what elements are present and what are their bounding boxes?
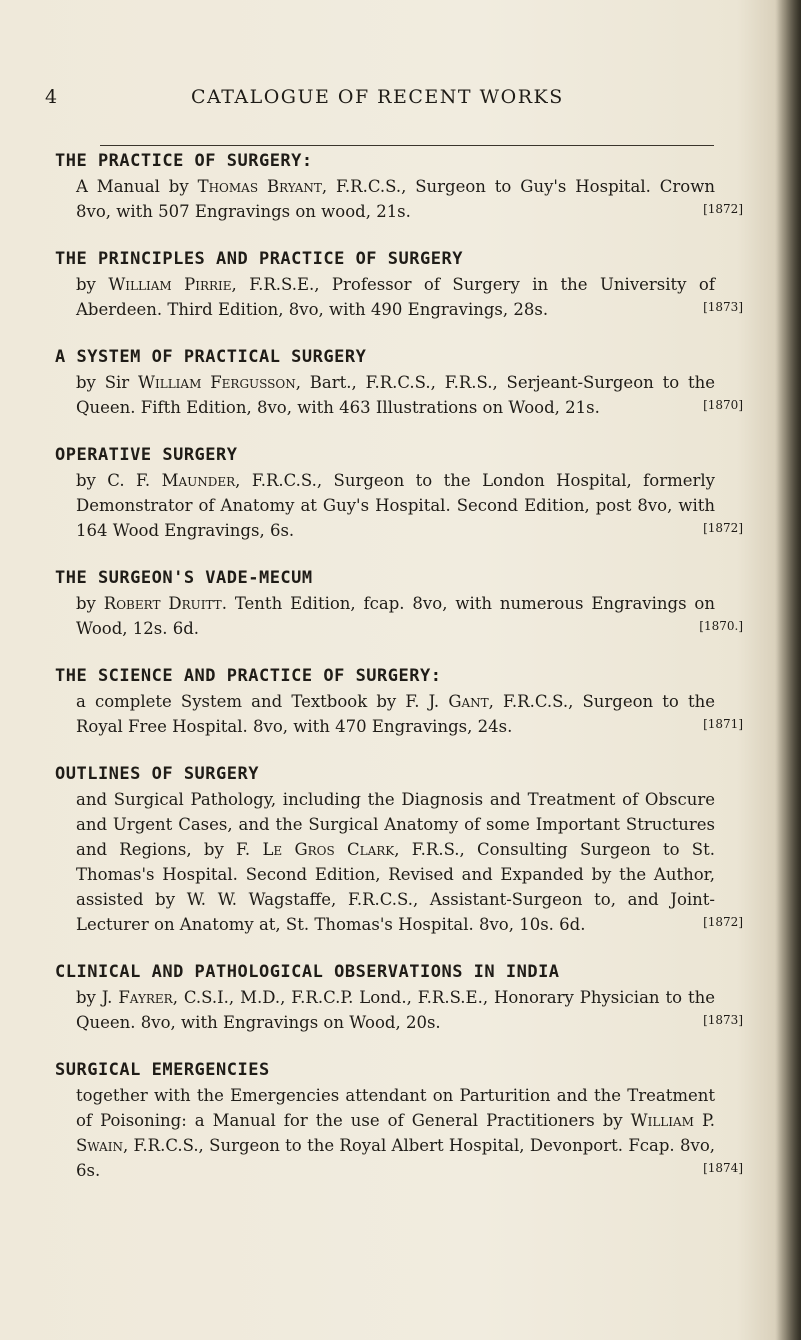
page-edge-shadow <box>775 0 801 1340</box>
entry-author: Gant <box>448 692 489 711</box>
entry-title: OUTLINES OF SURGERY <box>55 764 259 784</box>
page-number: 4 <box>45 86 59 108</box>
catalogue-entry <box>55 663 755 739</box>
entry-date: [1874] <box>703 1161 743 1175</box>
header-rule <box>100 145 714 146</box>
entry-title: SURGICAL EMERGENCIES <box>55 1060 270 1080</box>
running-title: CATALOGUE OF RECENT WORKS <box>191 86 564 108</box>
entry-title: A SYSTEM OF PRACTICAL SURGERY <box>55 347 367 367</box>
entry-description: by Sir William Fergusson, Bart., F.R.C.S., F.R.S., Serjeant-Surgeon to the Queen. Fifth Edition, 8vo, with 463 Illustrations on Wood, 21s. [1870] <box>76 373 743 417</box>
catalogue-entry <box>55 344 755 420</box>
entry-description: together with the Emergencies attendant on Parturition and the Treatment of Poisoning: a Manual for the use of General Practitioners by William P. Swain, F.R.C.S., Surgeon to the Royal Albert Hospital, Devonport. Fcap. 8vo, 6s. [1874] <box>76 1086 743 1180</box>
catalogue-entry <box>55 246 755 322</box>
entry-author: Le Gros Clark <box>262 840 395 859</box>
entry-date: [1873] <box>703 300 743 314</box>
entry-author: Thomas Bryant <box>197 177 322 196</box>
entry-title: CLINICAL AND PATHOLOGICAL OBSERVATIONS IN INDIA <box>55 962 560 982</box>
entry-title: THE SCIENCE AND PRACTICE OF SURGERY: <box>55 666 442 686</box>
entry-author: Fayrer <box>118 988 173 1007</box>
entry-date: [1871] <box>703 717 743 731</box>
entry-date: [1870] <box>703 398 743 412</box>
entry-description: by Robert Druitt. Tenth Edition, fcap. 8vo, with numerous Engravings on Wood, 12s. 6d. [1870.] <box>76 594 743 638</box>
entry-author: William Fergusson <box>138 373 296 392</box>
entry-description: a complete System and Textbook by F. J. Gant, F.R.C.S., Surgeon to the Royal Free Hospital. 8vo, with 470 Engravings, 24s. [1871] <box>76 692 743 736</box>
catalogue-entry <box>55 148 755 224</box>
entry-date: [1872] <box>703 202 743 216</box>
catalogue-entry <box>55 1057 755 1183</box>
entry-title: OPERATIVE SURGERY <box>55 445 238 465</box>
entry-description: by C. F. Maunder, F.R.C.S., Surgeon to the London Hospital, formerly Demonstrator of Anatomy at Guy's Hospital. Second Edition, post 8vo, with 164 Wood Engravings, 6s. [1872] <box>76 471 743 540</box>
entry-description: by William Pirrie, F.R.S.E., Professor of Surgery in the University of Aberdeen. Third Edition, 8vo, with 490 Engravings, 28s. [1873] <box>76 275 743 319</box>
running-header <box>45 86 745 110</box>
entry-author: William Pirrie <box>108 275 232 294</box>
catalogue-entry <box>55 442 755 543</box>
entry-date: [1870.] <box>699 619 743 633</box>
entry-title: THE SURGEON'S VADE-MECUM <box>55 568 313 588</box>
catalogue-entry <box>55 565 755 641</box>
catalogue-entries <box>55 148 755 1205</box>
entry-title: THE PRACTICE OF SURGERY: <box>55 151 313 171</box>
catalogue-entry <box>55 761 755 937</box>
entry-date: [1873] <box>703 1013 743 1027</box>
entry-date: [1872] <box>703 915 743 929</box>
entry-description: A Manual by Thomas Bryant, F.R.C.S., Surgeon to Guy's Hospital. Crown 8vo, with 507 Engravings on wood, 21s. [1872] <box>76 177 743 221</box>
entry-author: Maunder <box>161 471 236 490</box>
entry-description: by J. Fayrer, C.S.I., M.D., F.R.C.P. Lond., F.R.S.E., Honorary Physician to the Queen. 8vo, with Engravings on Wood, 20s. [1873] <box>76 988 743 1032</box>
catalogue-entry <box>55 959 755 1035</box>
entry-description: and Surgical Pathology, including the Diagnosis and Treatment of Obscure and Urgent Cases, and the Surgical Anatomy of some Important Structures and Regions, by F. Le Gros Clark, F.R.S., Consulting Surgeon to St. Thomas's Hospital. Second Edition, Revised and Expanded by the Author, assisted by W. W. Wagstaffe, F.R.C.S., Assistant-Surgeon to, and Joint-Lecturer on Anatomy at, St. Thomas's Hospital. 8vo, 10s. 6d. [1872] <box>76 790 743 934</box>
entry-title: THE PRINCIPLES AND PRACTICE OF SURGERY <box>55 249 463 269</box>
entry-author: William P. Swain <box>76 1111 715 1155</box>
entry-author: Robert Druitt <box>103 594 222 613</box>
entry-date: [1872] <box>703 521 743 535</box>
